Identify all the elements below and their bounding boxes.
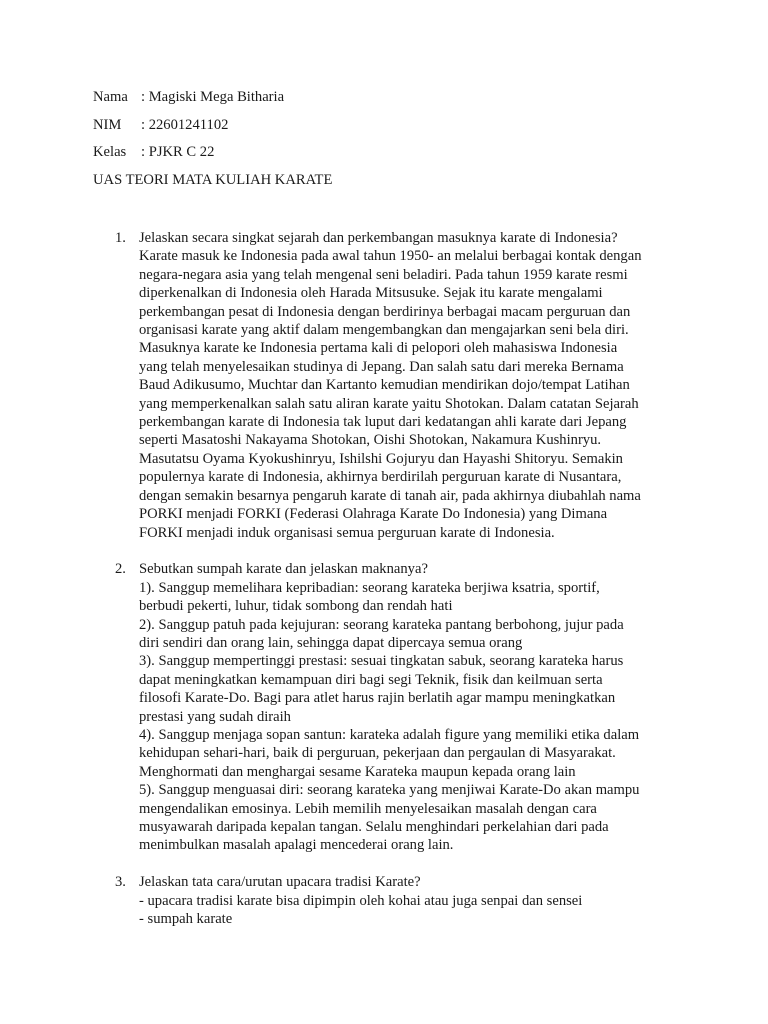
answer-line: negara-negara asia yang telah mengenal seni beladiri. Pada tahun 1959 karate resmi: [139, 266, 628, 283]
answer-line: - upacara tradisi karate bisa dipimpin oleh kohai atau juga senpai dan sensei: [139, 892, 583, 909]
answer-line: musyawarah daripada kepalan tangan. Selalu menghindari perkelahian dari pada: [139, 818, 609, 835]
name-value: : Magiski Mega Bitharia: [141, 89, 285, 105]
answer-line: Karate masuk ke Indonesia pada awal tahun 1950- an melalui berbagai kontak dengan: [139, 248, 642, 265]
answer-line: berbudi pekerti, luhur, tidak sombong dan rendah hati: [139, 598, 453, 615]
answer-line: diri sendiri dan orang lain, sehingga dapat dipercaya semua orang: [139, 634, 523, 651]
question-text: Sebutkan sumpah karate dan jelaskan maknanya?: [139, 561, 428, 578]
answer-line: perkembangan karate di Indonesia tak luput dari kedatangan ahli karate dari Jepang: [139, 414, 627, 431]
question-text: Jelaskan tata cara/urutan upacara tradisi Karate?: [139, 874, 421, 891]
answer-line: dapat meningkatkan kemampuan diri bagi segi Teknik, fisik dan keilmuan serta: [139, 671, 603, 688]
answer-line: Menghormati dan menghargai sesame Karateka maupun kepada orang lain: [139, 763, 576, 780]
nim-row: [93, 116, 693, 144]
question-number: 3.: [115, 874, 126, 891]
answer-line: yang telah menyelesaikan studinya di Jepang. Dan salah satu dari mereka Bernama: [139, 358, 624, 375]
answer-line: dengan semakin besarnya pengaruh karate di tanah air, pada akhirnya diubahlah nama: [139, 487, 641, 504]
kelas-value: : PJKR C 22: [141, 144, 215, 160]
answer-line: Masutatsu Oyama Kyokushinryu, Ishilshi Gojuryu dan Hayashi Shitoryu. Semakin: [139, 450, 623, 467]
question-item-1: [115, 229, 679, 542]
question-text: Jelaskan secara singkat sejarah dan perkembangan masuknya karate di Indonesia?: [139, 230, 618, 246]
answer-line: organisasi karate yang aktif dalam mengembangkan dan mengajarkan seni bela diri.: [139, 322, 629, 339]
answer-line: 5). Sanggup menguasai diri: seorang karateka yang menjiwai Karate-Do akan mampu: [139, 782, 640, 799]
name-row: [93, 88, 693, 116]
answer-line: mengendalikan emosinya. Lebih memilih menyelesaikan masalah dengan cara: [139, 800, 597, 817]
nim-label: NIM: [93, 116, 122, 133]
answer-line: 3). Sanggup mempertinggi prestasi: sesuai tingkatan sabuk, seorang karateka harus: [139, 653, 624, 670]
answer-line: filosofi Karate-Do. Bagi para atlet harus rajin berlatih agar mampu meningkatkan: [139, 690, 616, 707]
question-number: 1.: [115, 230, 126, 246]
question-number: 2.: [115, 561, 126, 578]
answer-line: 1). Sanggup memelihara kepribadian: seorang karateka berjiwa ksatria, sportif,: [139, 579, 600, 596]
answer-line: - sumpah karate: [139, 911, 233, 927]
name-label: Nama: [93, 89, 128, 105]
answer-line: Masuknya karate ke Indonesia pertama kali di pelopori oleh mahasiswa Indonesia: [139, 340, 618, 357]
answer-line: menimbulkan masalah apalagi mencederai orang lain.: [139, 837, 454, 854]
kelas-row: [93, 143, 693, 171]
answer-line: perkembangan pesat di Indonesia dengan berdirinya berbagai macam perguruan dan: [139, 303, 631, 320]
answer-line: Baud Adikusumo, Muchtar dan Kartanto kemudian mendirikan dojo/tempat Latihan: [139, 377, 630, 394]
answer-line: PORKI menjadi FORKI (Federasi Olahraga Karate Do Indonesia) yang Dimana: [139, 506, 608, 523]
answer-line: 2). Sanggup patuh pada kejujuran: seorang karateka pantang berbohong, jujur pada: [139, 616, 624, 633]
student-info: [93, 88, 693, 198]
nim-value: : 22601241102: [141, 116, 229, 133]
answer-line: yang memperkenalkan salah satu aliran karate yaitu Shotokan. Dalam catatan Sejarah: [139, 395, 639, 412]
question-list: [0, 229, 768, 928]
question-item-3: [115, 873, 679, 928]
document-title: UAS TEORI MATA KULIAH KARATE: [93, 171, 333, 188]
kelas-label: Kelas: [93, 144, 127, 160]
answer-line: kehidupan sehari-hari, baik di perguruan, pekerjaan dan pergaulan di Masyarakat.: [139, 745, 616, 762]
answer-line: prestasi yang sudah diraih: [139, 708, 291, 725]
answer-line: 4). Sanggup menjaga sopan santun: karateka adalah figure yang memiliki etika dalam: [139, 726, 640, 743]
answer-line: diperkenalkan di Indonesia oleh Harada Mitsusuke. Sejak itu karate mengalami: [139, 285, 603, 302]
question-item-2: [115, 560, 679, 855]
answer-line: populernya karate di Indonesia, akhirnya berdirilah perguruan karate di Nusantara,: [139, 469, 622, 486]
answer-line: FORKI menjadi induk organisasi semua perguruan karate di Indonesia.: [139, 524, 555, 541]
answer-line: seperti Masatoshi Nakayama Shotokan, Oishi Shotokan, Nakamura Kushinryu.: [139, 432, 602, 449]
